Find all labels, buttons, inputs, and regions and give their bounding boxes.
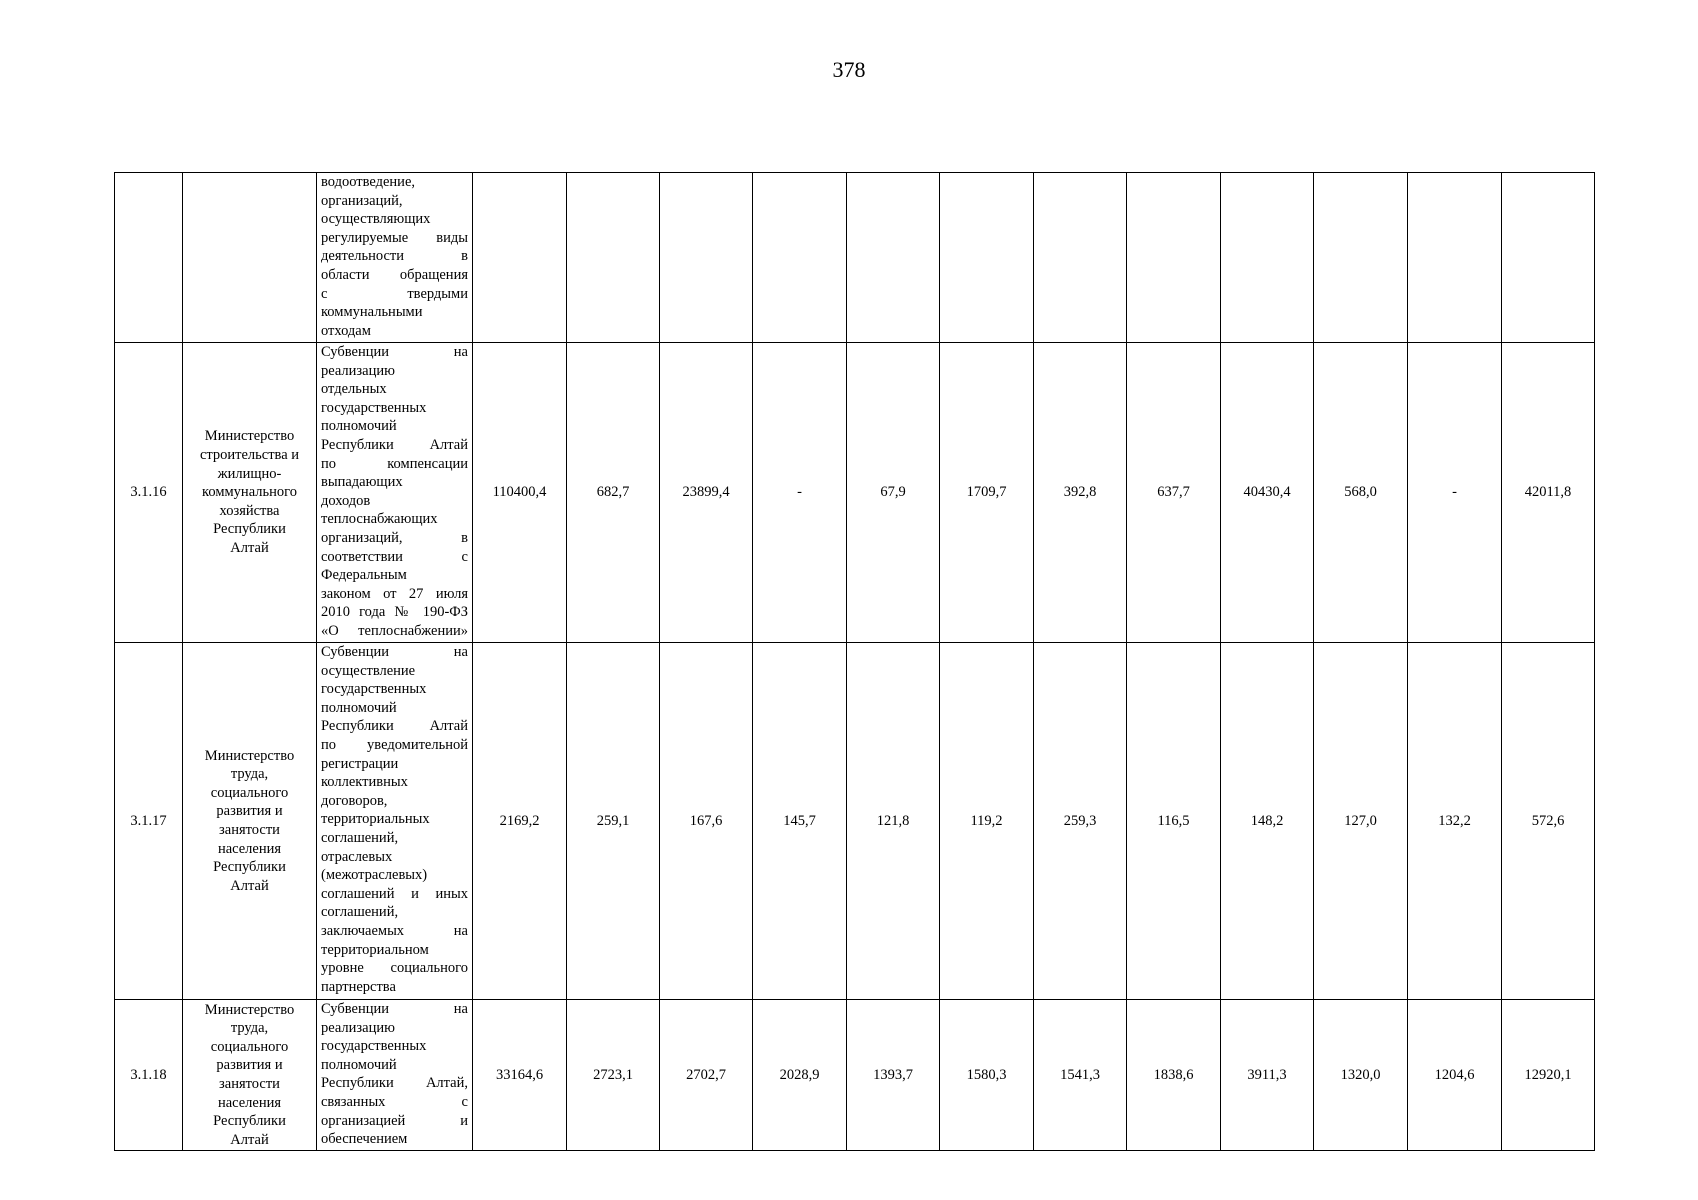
value-cell: 33164,6 xyxy=(473,1000,567,1151)
value-cell: 682,7 xyxy=(567,343,660,643)
description-line: Федеральным xyxy=(321,567,407,584)
value-cell: 2723,1 xyxy=(567,1000,660,1151)
budget-table xyxy=(114,172,1595,1151)
value-cell: 1580,3 xyxy=(940,1000,1034,1151)
description-line: полномочий xyxy=(321,418,397,435)
description-line: по уведомительной xyxy=(321,736,468,753)
description-line: осуществление xyxy=(321,662,416,679)
description-line: выпадающих xyxy=(321,474,403,491)
row-description xyxy=(317,173,473,343)
table-row xyxy=(115,173,1595,343)
organization-line: населения xyxy=(217,840,282,857)
description-line: Субвенции на xyxy=(321,344,468,360)
organization-line: занятости xyxy=(219,1076,280,1092)
description-line: реализацию xyxy=(321,362,395,379)
description-line: связанных с xyxy=(321,1093,468,1110)
row-description xyxy=(317,343,473,643)
value-cell xyxy=(1221,173,1314,343)
description-line: государственных xyxy=(321,399,427,416)
table-row xyxy=(115,343,1595,643)
description-line: обеспечением xyxy=(321,1131,408,1148)
description-line: (межотраслевых) xyxy=(321,867,428,884)
row-organization xyxy=(183,1000,317,1151)
description-line: отраслевых xyxy=(321,848,393,865)
value-cell: 40430,4 xyxy=(1221,343,1314,643)
description-line: территориальных xyxy=(321,811,430,828)
description-line: договоров, xyxy=(321,792,388,809)
organization-line: социального xyxy=(210,784,289,801)
page-number: 378 xyxy=(832,57,866,82)
value-cell xyxy=(847,173,940,343)
description-line: полномочий xyxy=(321,1056,397,1073)
organization-line: коммунального xyxy=(202,484,297,501)
value-cell: 42011,8 xyxy=(1502,343,1595,643)
value-cell: 572,6 xyxy=(1502,643,1595,1000)
value-cell xyxy=(940,173,1034,343)
value-cell: 127,0 xyxy=(1314,643,1408,1000)
value-cell xyxy=(1314,173,1408,343)
row-code: 3.1.18 xyxy=(115,1000,183,1151)
row-organization xyxy=(183,643,317,1000)
organization-line: жилищно- xyxy=(217,465,282,482)
value-cell: 119,2 xyxy=(940,643,1034,1000)
value-cell: 132,2 xyxy=(1408,643,1502,1000)
description-line: Республики Алтай, xyxy=(321,1075,468,1092)
organization-line: Министерство xyxy=(204,1001,295,1018)
value-cell xyxy=(473,173,567,343)
organization-line: строительства и xyxy=(199,447,300,464)
organization-line: социального xyxy=(210,1038,289,1055)
value-cell: 1709,7 xyxy=(940,343,1034,643)
row-description xyxy=(317,643,473,1000)
value-cell: 1204,6 xyxy=(1408,1000,1502,1151)
value-cell: 259,1 xyxy=(567,643,660,1000)
organization-line: населения xyxy=(217,1094,282,1111)
description-line: Республики Алтай xyxy=(321,718,468,735)
description-line: по компенсации xyxy=(321,455,468,472)
description-line: регулируемые виды xyxy=(321,229,468,246)
value-cell: 23899,4 xyxy=(660,343,753,643)
value-cell: 637,7 xyxy=(1127,343,1221,643)
value-cell: 1541,3 xyxy=(1034,1000,1127,1151)
row-description xyxy=(317,1000,473,1151)
description-line: государственных xyxy=(321,1038,427,1055)
value-cell: 145,7 xyxy=(753,643,847,1000)
value-cell: 2702,7 xyxy=(660,1000,753,1151)
description-line: Субвенции на xyxy=(321,1001,468,1017)
description-line: с твердыми xyxy=(321,285,468,302)
description-line: доходов xyxy=(321,492,371,509)
organization-line: Республики xyxy=(213,859,286,876)
organization-line: Алтай xyxy=(230,539,269,556)
description-line: коллективных xyxy=(321,774,408,791)
value-cell xyxy=(1127,173,1221,343)
table-row xyxy=(115,1000,1595,1151)
description-line: отходам xyxy=(321,322,371,339)
value-cell: 259,3 xyxy=(1034,643,1127,1000)
description-line: законом от 27 июля xyxy=(321,585,468,602)
organization-line: труда, xyxy=(230,766,269,783)
description-line: реализацию xyxy=(321,1019,395,1036)
description-line: соглашений, xyxy=(321,904,399,921)
organization-line: Республики xyxy=(213,1113,286,1130)
organization-line: труда, xyxy=(230,1020,269,1037)
description-line: соглашений и иных xyxy=(321,885,468,902)
value-cell: - xyxy=(753,343,847,643)
description-line: партнерства xyxy=(321,978,396,995)
value-cell: 121,8 xyxy=(847,643,940,1000)
organization-line: Министерство xyxy=(204,428,295,445)
value-cell: 568,0 xyxy=(1314,343,1408,643)
value-cell: 116,5 xyxy=(1127,643,1221,1000)
description-line: уровне социального xyxy=(321,960,468,977)
value-cell xyxy=(1502,173,1595,343)
description-line: Республики Алтай xyxy=(321,436,468,453)
organization-line: Алтай xyxy=(230,1131,269,1148)
value-cell: 2028,9 xyxy=(753,1000,847,1151)
row-code: 3.1.17 xyxy=(115,643,183,1000)
value-cell: 12920,1 xyxy=(1502,1000,1595,1151)
row-code: 3.1.16 xyxy=(115,343,183,643)
organization-line: Алтай xyxy=(230,877,269,894)
description-line: 2010 года № 190-ФЗ xyxy=(321,604,468,621)
description-line: полномочий xyxy=(321,699,397,716)
value-cell: 3911,3 xyxy=(1221,1000,1314,1151)
organization-line: Министерство xyxy=(204,747,295,764)
description-line: деятельности в xyxy=(321,248,468,265)
description-line: регистрации xyxy=(321,755,399,772)
description-line: организаций, в xyxy=(321,529,468,546)
organization-line: развития и xyxy=(216,803,283,820)
row-organization xyxy=(183,343,317,643)
organization-line: развития и xyxy=(216,1057,283,1074)
description-line: организаций, xyxy=(321,192,403,209)
value-cell xyxy=(660,173,753,343)
value-cell: 392,8 xyxy=(1034,343,1127,643)
row-organization xyxy=(183,173,317,343)
description-line: «О теплоснабжении» xyxy=(321,622,468,639)
value-cell: 67,9 xyxy=(847,343,940,643)
description-line: соответствии с xyxy=(321,548,468,565)
value-cell xyxy=(753,173,847,343)
value-cell: 148,2 xyxy=(1221,643,1314,1000)
description-line: водоотведение, xyxy=(321,174,416,190)
organization-line: хозяйства xyxy=(219,502,280,519)
description-line: коммунальными xyxy=(321,304,423,321)
organization-line: Республики xyxy=(213,521,286,538)
description-line: теплоснабжающих xyxy=(321,511,438,528)
row-code xyxy=(115,173,183,343)
value-cell: 167,6 xyxy=(660,643,753,1000)
value-cell xyxy=(1408,173,1502,343)
value-cell xyxy=(1034,173,1127,343)
organization-line: занятости xyxy=(219,822,280,838)
description-line: заключаемых на xyxy=(321,922,468,939)
description-line: организацией и xyxy=(321,1112,468,1129)
value-cell: - xyxy=(1408,343,1502,643)
description-line: Субвенции на xyxy=(321,644,468,660)
value-cell: 1320,0 xyxy=(1314,1000,1408,1151)
value-cell: 1838,6 xyxy=(1127,1000,1221,1151)
description-line: осуществляющих xyxy=(321,211,431,228)
table-row xyxy=(115,643,1595,1000)
value-cell: 110400,4 xyxy=(473,343,567,643)
description-line: соглашений, xyxy=(321,829,399,846)
description-line: области обращения xyxy=(321,266,468,283)
description-line: территориальном xyxy=(321,941,429,958)
value-cell: 1393,7 xyxy=(847,1000,940,1151)
value-cell: 2169,2 xyxy=(473,643,567,1000)
value-cell xyxy=(567,173,660,343)
description-line: государственных xyxy=(321,681,427,698)
description-line: отдельных xyxy=(321,381,387,398)
